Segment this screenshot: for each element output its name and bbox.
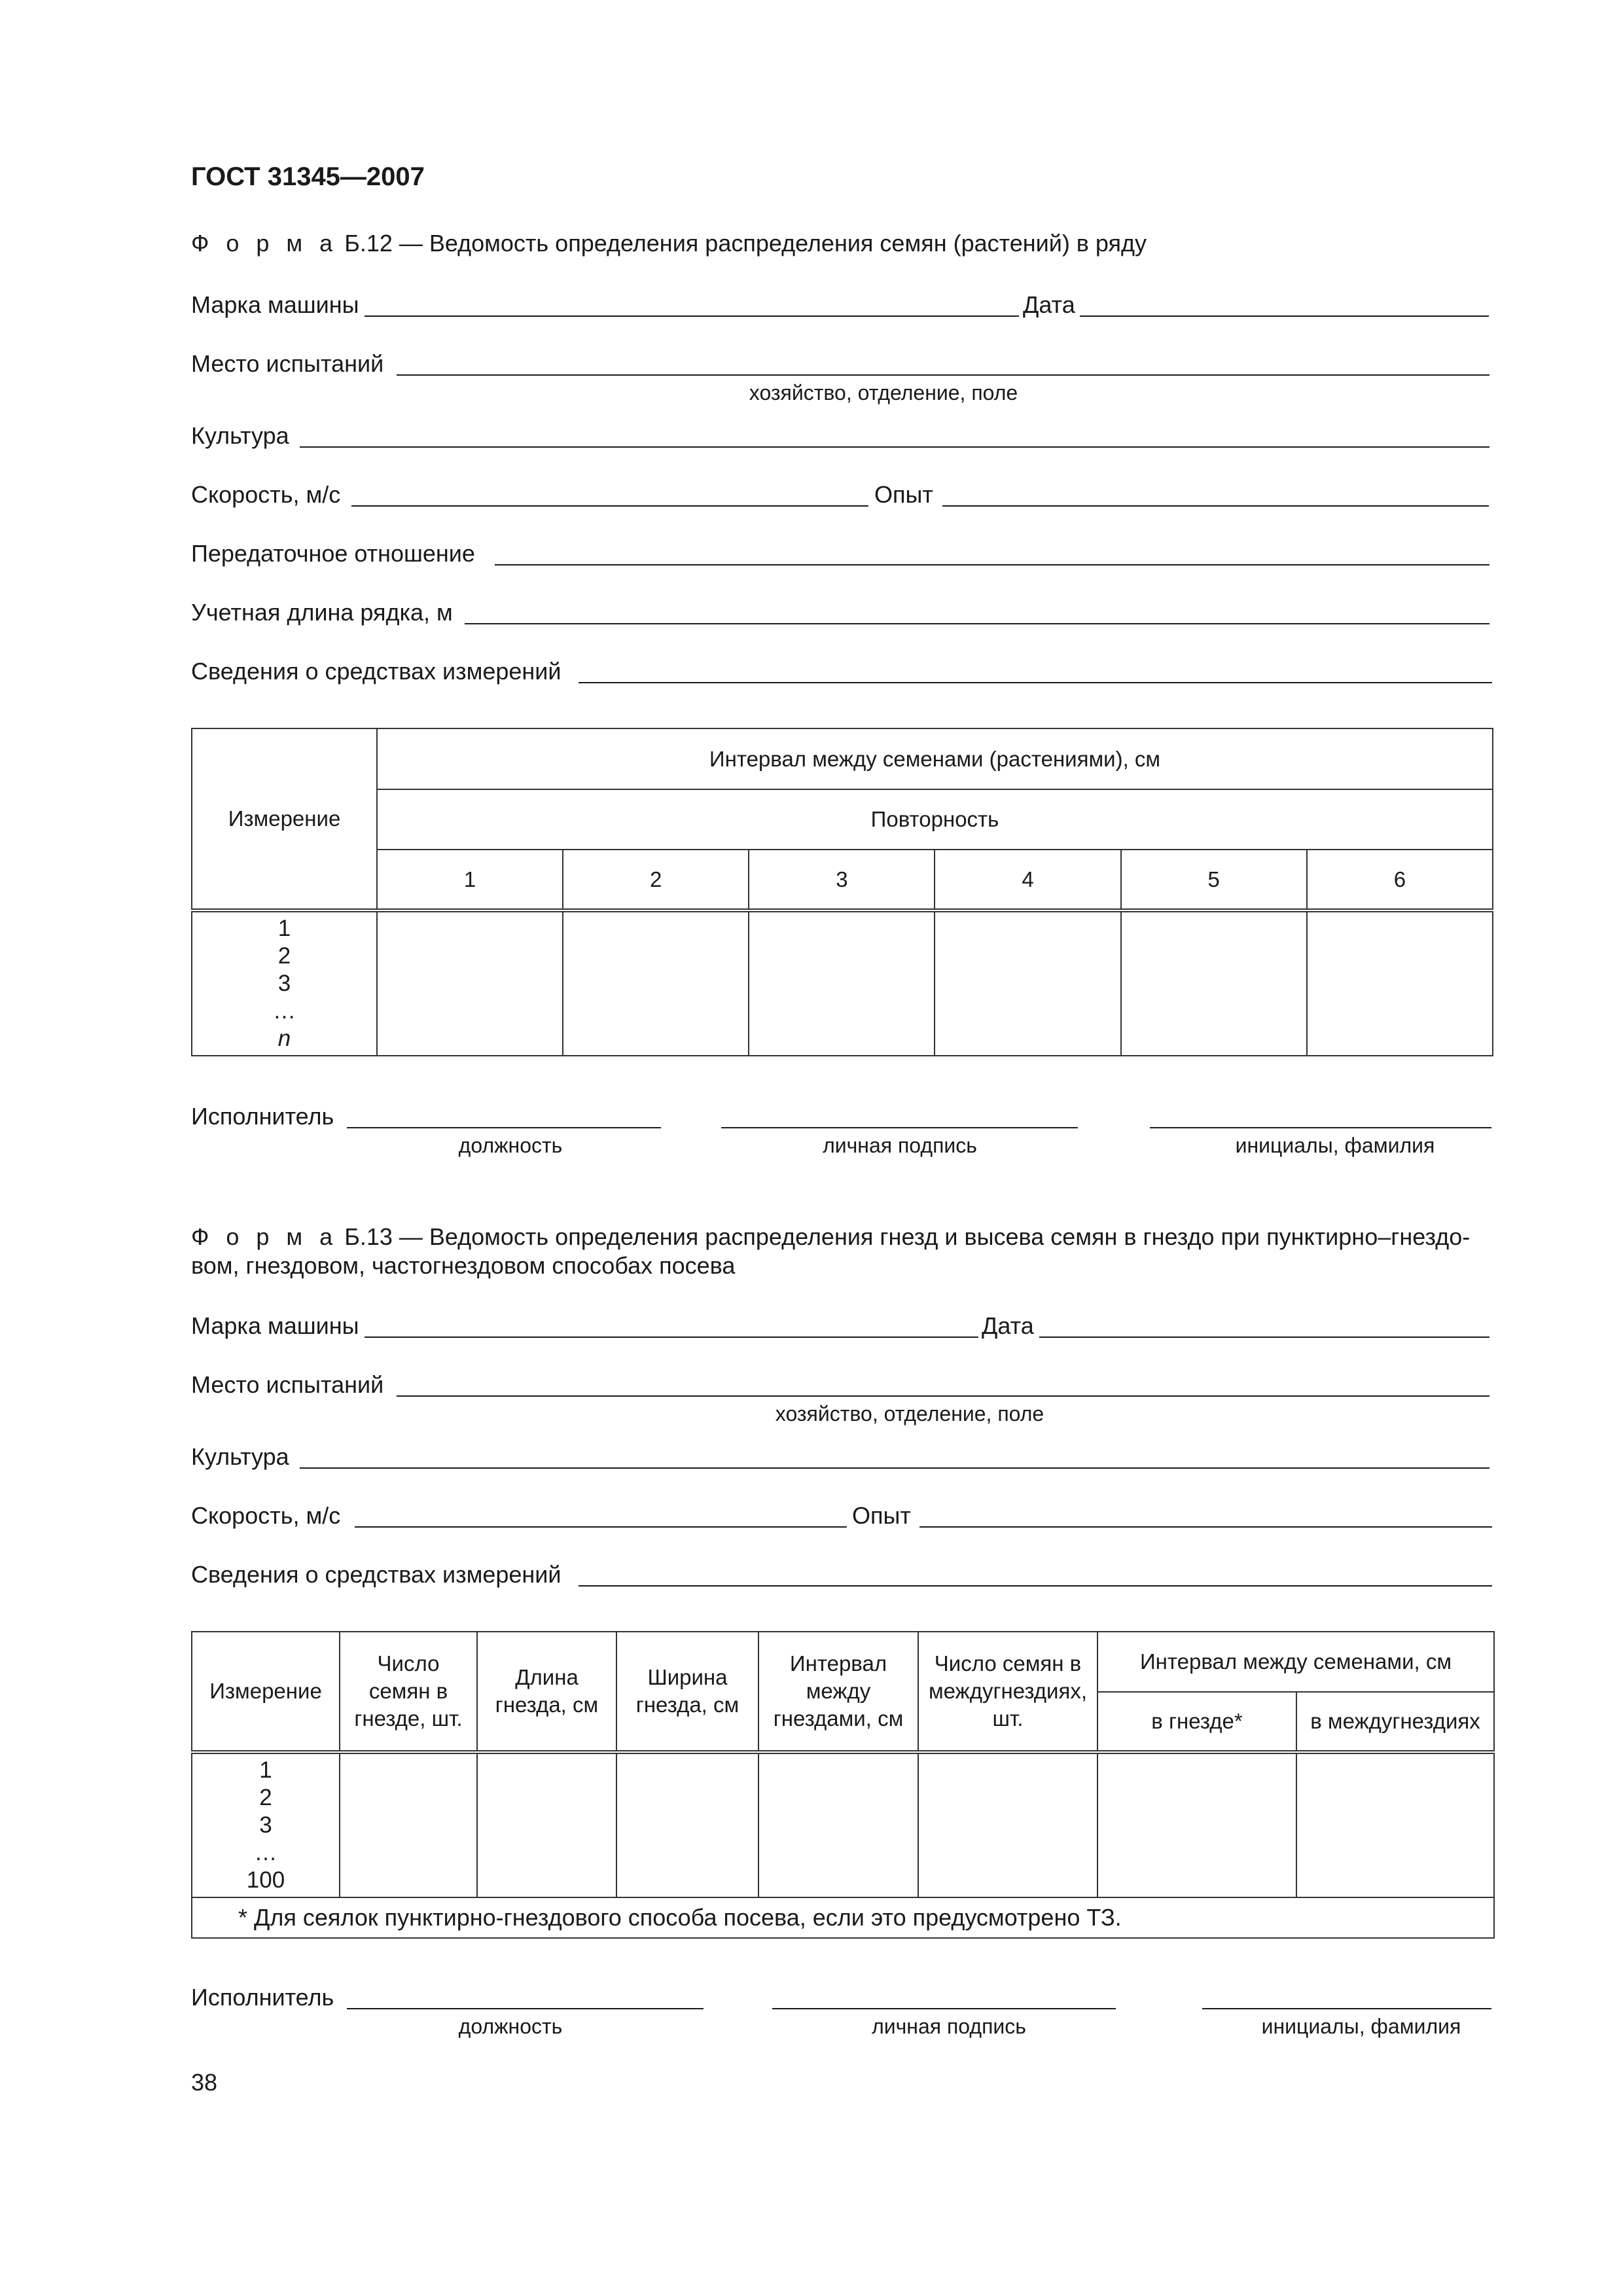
- form13-instruments-label: Сведения о средствах измерений: [191, 1561, 562, 1588]
- form12-title-text: Б.12 — Ведомость определения распределения семян (растений) в ряду: [344, 230, 1147, 257]
- form12-place-line[interactable]: [397, 374, 1489, 376]
- form12-date-label: Дата: [1023, 291, 1075, 318]
- form13-position-caption: должность: [458, 2015, 563, 2038]
- form12-crop-line[interactable]: [300, 446, 1489, 448]
- form13-position-line[interactable]: [347, 2008, 704, 2009]
- form12-speed-label: Скорость, м/с: [191, 481, 341, 508]
- form12-machine-label: Марка машины: [191, 291, 359, 318]
- table-row-number: 3: [277, 971, 291, 996]
- form13-sign-caption: личная подпись: [872, 2015, 1026, 2038]
- form13-col-seeds: Число семян в гнезде, шт.: [340, 1632, 477, 1752]
- form13-cell-seeds[interactable]: [340, 1752, 477, 1897]
- form12-prefix: Ф о р м а: [191, 230, 338, 257]
- form12-experiment-line[interactable]: [942, 505, 1489, 507]
- form13-cell-nest-width[interactable]: [616, 1752, 758, 1897]
- form12-col-measure: Измерение: [192, 728, 377, 910]
- form12-header-interval: Интервал между семенами (растениями), см: [377, 728, 1493, 789]
- form13-place-hint: хозяйство, отделение, поле: [775, 1402, 1044, 1426]
- form12-cell-6[interactable]: [1307, 910, 1493, 1056]
- form12-repeat-2: 2: [563, 850, 749, 910]
- form12-cell-2[interactable]: [563, 910, 749, 1056]
- table-row-number: …: [254, 1840, 277, 1865]
- form13-date-line[interactable]: [1039, 1336, 1489, 1338]
- form12-instruments-label: Сведения о средствах измерений: [191, 658, 562, 685]
- form12-repeat-4: 4: [935, 850, 1120, 910]
- form13-prefix: Ф о р м а: [191, 1223, 338, 1250]
- document-code: ГОСТ 31345—2007: [191, 162, 425, 191]
- form13-cell-nest-length[interactable]: [477, 1752, 616, 1897]
- form12-repeat-6: 6: [1307, 850, 1493, 910]
- form12-instruments-line[interactable]: [579, 682, 1492, 683]
- form12-cell-1[interactable]: [377, 910, 563, 1056]
- form13-place-line[interactable]: [397, 1395, 1489, 1397]
- form12-repeat-3: 3: [749, 850, 935, 910]
- form12-cell-3[interactable]: [749, 910, 935, 1056]
- table-row-number: 2: [277, 943, 291, 969]
- form13-crop-label: Культура: [191, 1443, 289, 1470]
- form12-header-repeat: Повторность: [377, 789, 1493, 850]
- form13-col-nest-length: Длина гнезда, см: [477, 1632, 616, 1752]
- form13-experiment-line[interactable]: [919, 1526, 1492, 1528]
- form13-machine-label: Марка машины: [191, 1312, 359, 1339]
- form13-date-label: Дата: [982, 1312, 1034, 1339]
- form13-cell-in-nest[interactable]: [1097, 1752, 1296, 1897]
- form12-place-hint: хозяйство, отделение, поле: [749, 381, 1018, 404]
- form13-sign-line[interactable]: [772, 2008, 1116, 2009]
- table-row-number: 3: [259, 1812, 272, 1838]
- table-row-number: …: [273, 998, 296, 1024]
- form12-position-line[interactable]: [347, 1127, 661, 1128]
- form12-sign-caption: личная подпись: [823, 1134, 977, 1157]
- form13-col-seeds-between: Число семян в междугнездиях, шт.: [918, 1632, 1097, 1752]
- form12-length-line[interactable]: [465, 623, 1489, 624]
- form12-sign-line[interactable]: [721, 1127, 1078, 1128]
- form12-cell-4[interactable]: [935, 910, 1120, 1056]
- form13-name-line[interactable]: [1202, 2008, 1491, 2009]
- form13-sub-in-nest: в гнезде*: [1097, 1692, 1296, 1752]
- table-row-number: 100: [246, 1867, 285, 1893]
- form13-col-nest-width: Ширина гнезда, см: [616, 1632, 758, 1752]
- form13-experiment-label: Опыт: [852, 1502, 911, 1529]
- form12-name-line[interactable]: [1150, 1127, 1491, 1128]
- form12-cell-5[interactable]: [1121, 910, 1307, 1056]
- form12-name-caption: инициалы, фамилия: [1235, 1134, 1435, 1157]
- form13-machine-line[interactable]: [365, 1336, 978, 1338]
- form12-length-label: Учетная длина рядка, м: [191, 599, 453, 626]
- form12-position-caption: должность: [458, 1134, 563, 1157]
- form12-experiment-label: Опыт: [874, 481, 933, 508]
- form13-footnote: * Для сеялок пунктирно-гнездового способа посева, если это предусмотрено ТЗ.: [192, 1897, 1494, 1938]
- form13-place-label: Место испытаний: [191, 1371, 384, 1398]
- form13-crop-line[interactable]: [300, 1467, 1489, 1469]
- form12-crop-label: Культура: [191, 422, 289, 449]
- form13-instruments-line[interactable]: [579, 1585, 1492, 1587]
- form12-date-line[interactable]: [1080, 315, 1489, 317]
- form12-speed-line[interactable]: [351, 505, 868, 507]
- form13-col-interval-seeds: Интервал между семенами, см: [1097, 1632, 1494, 1692]
- form12-machine-line[interactable]: [365, 315, 1019, 317]
- form13-executor-label: Исполнитель: [191, 1984, 334, 2011]
- form13-cell-seeds-between[interactable]: [918, 1752, 1097, 1897]
- form12-table: [191, 728, 1493, 1056]
- form13-title-line1: Б.13 — Ведомость определения распределения гнезд и высева семян в гнездо при пунктирно–гнездо-: [344, 1223, 1471, 1250]
- form12-ratio-label: Передаточное отношение: [191, 540, 475, 567]
- form13-name-caption: инициалы, фамилия: [1261, 2015, 1461, 2038]
- form12-title: [191, 230, 1147, 257]
- form13-sub-between: в междугнездиях: [1296, 1692, 1494, 1752]
- form13-title: [191, 1224, 1470, 1250]
- form12-ratio-line[interactable]: [495, 564, 1489, 565]
- form12-executor-label: Исполнитель: [191, 1103, 334, 1130]
- table-row-number: 1: [277, 916, 291, 941]
- form13-speed-line[interactable]: [355, 1526, 847, 1528]
- form12-repeat-1: 1: [377, 850, 563, 910]
- page-number: 38: [191, 2069, 218, 2096]
- table-row-number: 1: [259, 1757, 272, 1783]
- form12-repeat-5: 5: [1121, 850, 1307, 910]
- form13-row-numbers: [192, 1752, 340, 1897]
- form13-col-interval-nests: Интервал между гнездами, см: [758, 1632, 918, 1752]
- form12-row-numbers: [192, 910, 377, 1056]
- table-row-number: n: [277, 1026, 291, 1051]
- form13-table: [191, 1631, 1495, 1939]
- form13-cell-between[interactable]: [1296, 1752, 1494, 1897]
- form13-col-measure: Измерение: [192, 1632, 340, 1752]
- form13-speed-label: Скорость, м/с: [191, 1502, 341, 1529]
- form13-cell-interval-nests[interactable]: [758, 1752, 918, 1897]
- form13-title-line2: вом, гнездовом, частогнездовом способах посева: [191, 1252, 736, 1279]
- form12-place-label: Место испытаний: [191, 350, 384, 377]
- table-row-number: 2: [259, 1785, 272, 1810]
